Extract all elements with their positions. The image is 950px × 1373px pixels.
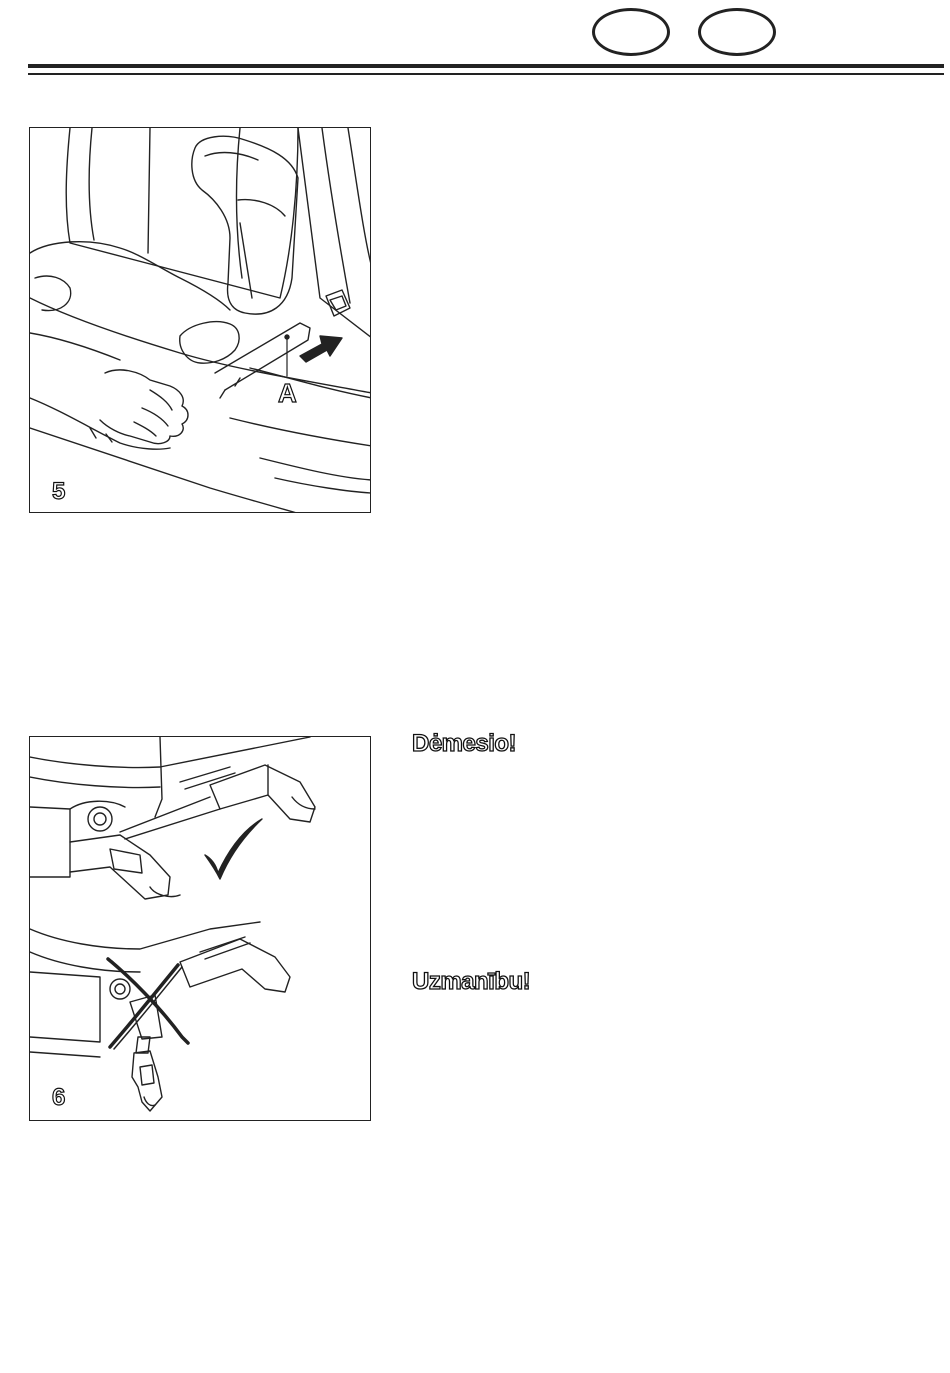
figure-6-panel: [29, 736, 371, 1121]
header-rule-thin: [28, 73, 944, 75]
language-badge-2: [698, 8, 776, 56]
header-rule-thick: [28, 64, 944, 68]
figure-5-illustration: [30, 128, 371, 513]
warning-heading-lithuanian: Dėmesio!: [412, 730, 517, 757]
callout-label-a: A: [278, 378, 297, 408]
figure-6-number: 6: [52, 1084, 66, 1111]
language-badge-1: [592, 8, 670, 56]
figure-6-illustration: [30, 737, 371, 1121]
figure-5-number: 5: [52, 478, 66, 505]
warning-heading-latvian: Uzmanību!: [412, 968, 531, 995]
figure-5-panel: [29, 127, 371, 513]
